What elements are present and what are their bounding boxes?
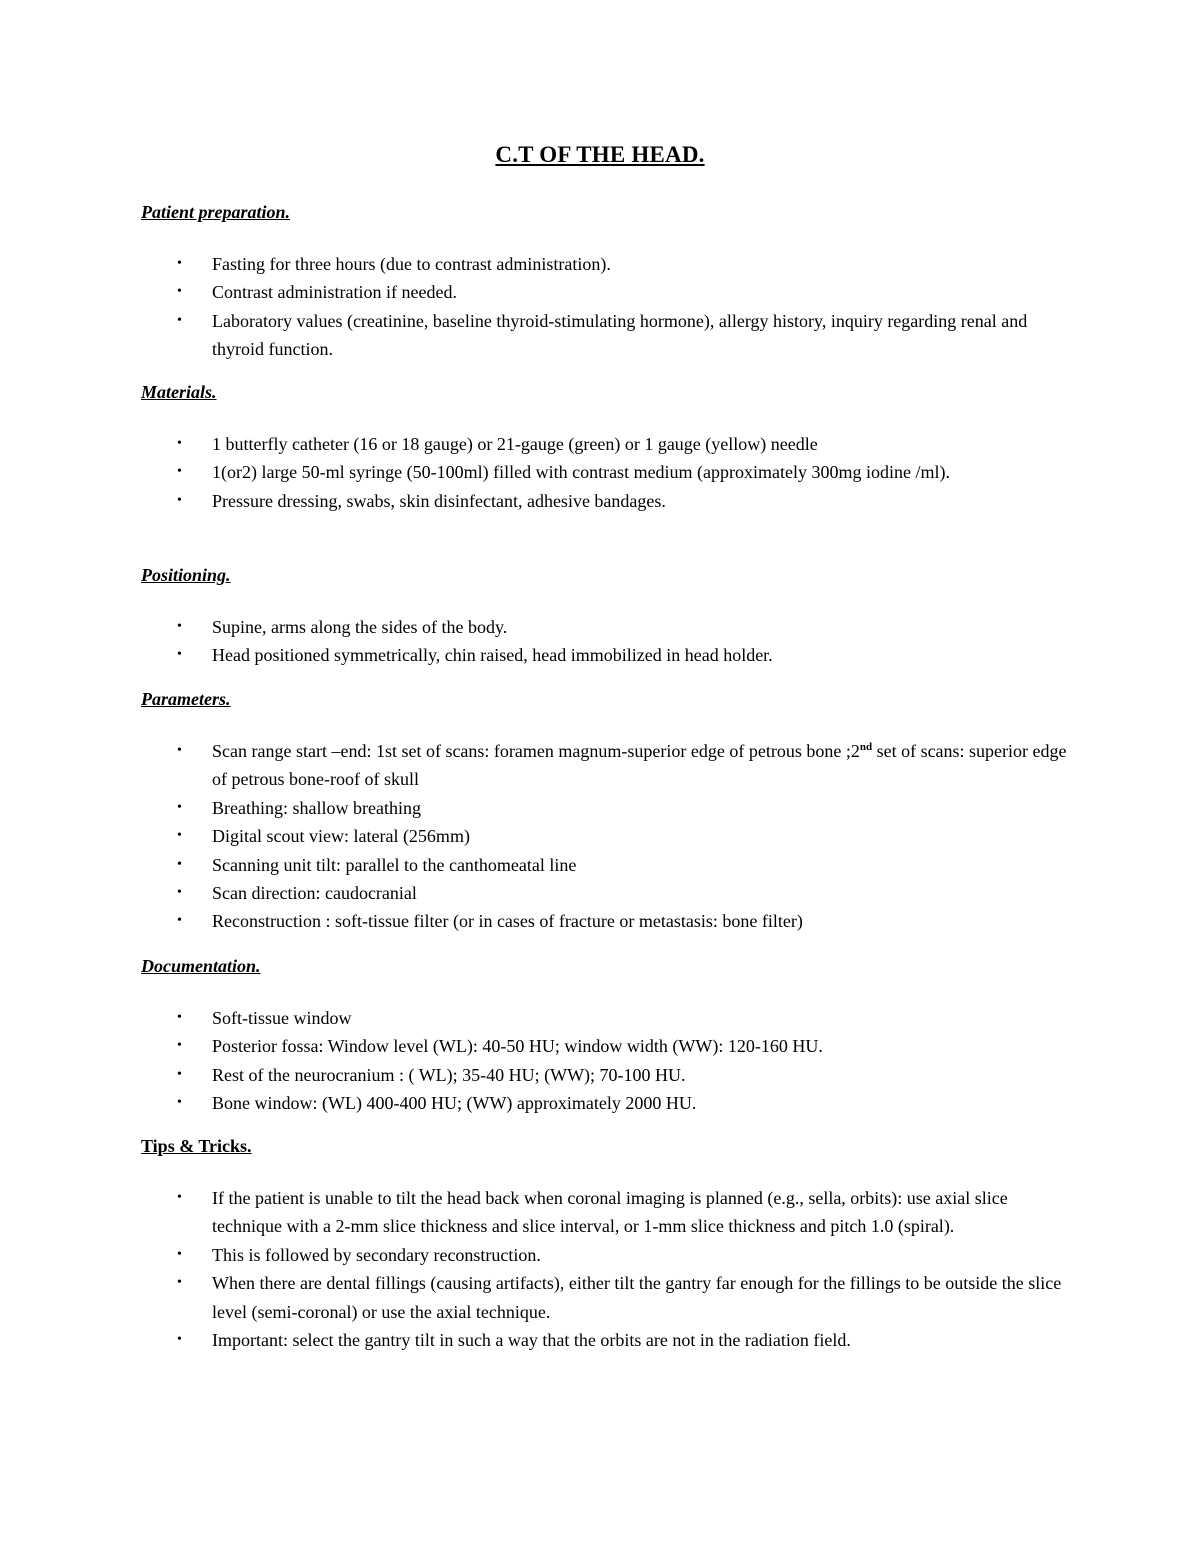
list-item <box>141 307 1081 364</box>
list-item-text: Laboratory values (creatinine, baseline thyroid-stimulating hormone), allergy history, inquiry regarding renal and thyroid function. <box>212 310 1028 360</box>
list-item-text: Scan direction: caudocranial <box>212 883 417 904</box>
list-item-text: Rest of the neurocranium : ( WL); 35-40 HU; (WW); 70-100 HU. <box>212 1064 686 1085</box>
list-item-text: Scanning unit tilt: parallel to the canthomeatal line <box>212 854 577 875</box>
section-heading: Materials. <box>141 382 217 402</box>
bullet-icon: • <box>177 913 182 929</box>
bullet-icon: • <box>177 464 182 480</box>
bullet-icon: • <box>177 799 182 815</box>
list-item <box>141 613 1081 641</box>
bullet-icon: • <box>177 647 182 663</box>
page-title: C.T OF THE HEAD. <box>495 142 705 167</box>
bullet-list <box>141 1184 1081 1354</box>
list-item <box>141 879 1081 907</box>
list-item-text: Fasting for three hours (due to contrast administration). <box>212 254 611 274</box>
list-item-text: Reconstruction : soft-tissue filter (or in cases of fracture or metastasis: bone filter) <box>212 911 803 932</box>
bullet-icon: • <box>177 1246 182 1262</box>
bullet-icon: • <box>177 436 182 451</box>
list-item <box>141 250 1081 278</box>
list-item <box>141 1004 1081 1032</box>
list-item-text: If the patient is unable to tilt the head back when coronal imaging is planned (e.g., sella, orbits): use axial slice technique with a 2-mm slice thickness and slice interval, or 1-mm slice thickness and pitch 1.0 (spiral). <box>212 1188 1008 1237</box>
list-item-text: When there are dental fillings (causing artifacts), either tilt the gantry far enough for the fillings to be outside the slice level (semi-coronal) or use the axial technique. <box>212 1273 1062 1322</box>
bullet-icon: • <box>177 1095 182 1111</box>
list-item-text: Head positioned symmetrically, chin raised, head immobilized in head holder. <box>212 645 773 666</box>
list-item <box>141 1241 1081 1269</box>
section-positioning <box>141 564 1081 670</box>
bullet-icon: • <box>177 1010 182 1025</box>
list-item <box>141 458 1081 486</box>
bullet-icon: • <box>177 312 182 328</box>
section-parameters <box>141 688 1081 936</box>
list-item-text: Contrast administration if needed. <box>212 282 457 303</box>
bullet-icon: • <box>177 1190 182 1205</box>
bullet-icon: • <box>177 743 182 758</box>
list-item-text: Breathing: shallow breathing <box>212 797 421 818</box>
section-heading: Patient preparation. <box>141 202 291 222</box>
section-patient-preparation <box>141 201 1081 364</box>
section-materials <box>141 381 1081 515</box>
list-item-text: 1(or2) large 50-ml syringe (50-100ml) filled with contrast medium (approximately 300mg iodine /ml). <box>212 462 951 483</box>
bullet-icon: • <box>177 1038 182 1054</box>
list-item-text: Posterior fossa: Window level (WL): 40-50 HU; window width (WW): 120-160 HU. <box>212 1036 823 1057</box>
list-item <box>141 430 1081 458</box>
bullet-icon: • <box>177 1275 182 1291</box>
list-item-text: Soft-tissue window <box>212 1008 352 1028</box>
list-item <box>141 278 1081 306</box>
list-item-text: 1 butterfly catheter (16 or 18 gauge) or 21-gauge (green) or 1 gauge (yellow) needle <box>212 434 818 454</box>
list-item <box>141 822 1081 850</box>
section-heading: Documentation. <box>141 956 261 976</box>
bullet-icon: • <box>177 256 182 271</box>
list-item <box>141 487 1081 515</box>
list-item <box>141 794 1081 822</box>
list-item <box>141 1061 1081 1089</box>
list-item-text: Pressure dressing, swabs, skin disinfectant, adhesive bandages. <box>212 490 666 511</box>
bullet-icon: • <box>177 492 182 508</box>
bullet-list <box>141 737 1081 936</box>
bullet-list <box>141 1004 1081 1118</box>
list-item <box>141 1032 1081 1060</box>
bullet-icon: • <box>177 1332 182 1348</box>
section-heading: Positioning. <box>141 565 231 585</box>
bullet-icon: • <box>177 1066 182 1082</box>
list-item-text: This is followed by secondary reconstruction. <box>212 1244 541 1265</box>
bullet-icon: • <box>177 856 182 872</box>
section-heading: Parameters. <box>141 689 231 709</box>
list-item-text: Important: select the gantry tilt in such a way that the orbits are not in the radiation field. <box>212 1330 851 1351</box>
bullet-list <box>141 250 1081 364</box>
list-item-text: Digital scout view: lateral (256mm) <box>212 826 470 847</box>
list-item <box>141 1089 1081 1117</box>
list-item <box>141 737 1081 794</box>
list-item <box>141 641 1081 669</box>
list-item <box>141 1184 1081 1241</box>
section-documentation <box>141 955 1081 1118</box>
scan-range-text: Scan range start –end: 1st set of scans: foramen magnum-superior edge of petrous bone ;2 <box>212 741 860 761</box>
bullet-icon: • <box>177 284 182 300</box>
list-item-text: Bone window: (WL) 400-400 HU; (WW) approximately 2000 HU. <box>212 1093 697 1114</box>
ordinal-superscript: nd <box>859 741 873 753</box>
bullet-list <box>141 613 1081 670</box>
bullet-icon: • <box>177 619 182 634</box>
section-tips-and-tricks <box>141 1135 1081 1354</box>
list-item <box>141 851 1081 879</box>
list-item-text: Supine, arms along the sides of the body. <box>212 617 508 637</box>
bullet-icon: • <box>177 828 182 844</box>
scan-range-text-continued: set of scans: superior edge of petrous bone-roof of skull <box>212 741 1067 790</box>
section-heading: Tips & Tricks. <box>141 1136 252 1156</box>
bullet-icon: • <box>177 885 182 901</box>
bullet-list <box>141 430 1081 515</box>
list-item <box>141 907 1081 935</box>
list-item-text <box>212 741 1067 789</box>
list-item <box>141 1269 1081 1326</box>
list-item <box>141 1326 1081 1354</box>
